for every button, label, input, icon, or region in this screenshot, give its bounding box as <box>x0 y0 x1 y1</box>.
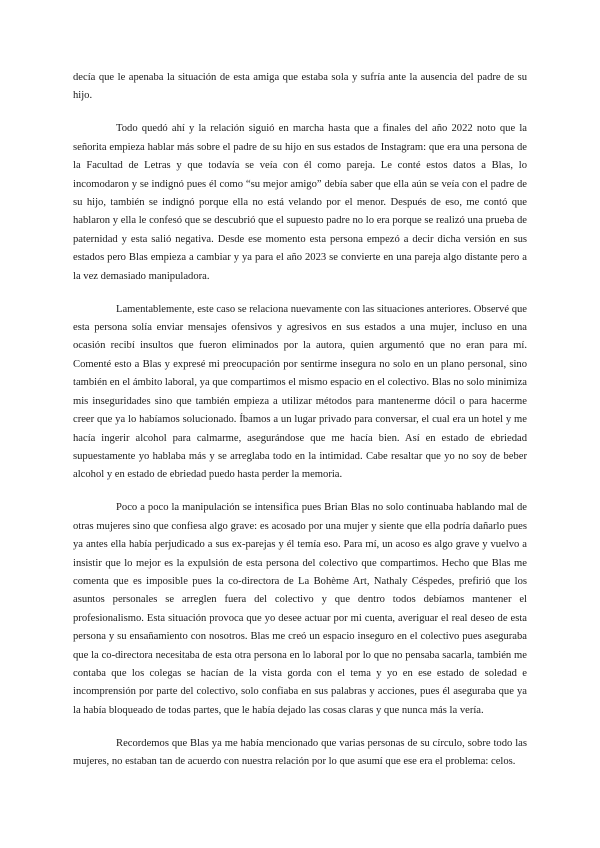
paragraph-1: decía que le apenaba la situación de esta amiga que estaba sola y sufría ante la ausencia del padre de su hijo. <box>73 72 527 102</box>
paragraph-2: Todo quedó ahí y la relación siguió en marcha hasta que a finales del año 2022 noto que la señorita empieza hablar más sobre el padre de su hijo en sus estados de Instagram: que era una persona de la Facultad de Letras y que todavía se veía con él como pareja. Le conté estos datos a Blas, lo incomodaron y se indignó pues él como “su mejor amigo” debía saber que ella aún se veía con el padre de su hijo, también se indignó porque ella no está velando por el menor. Después de eso, me contó que hablaron y ella le confesó que se descubrió que el supuesto padre no lo era porque se realizó una prueba de paternidad y esta salió negativa. Desde ese momento esta persona empezó a decir dicha versión en sus estados pero Blas empieza a cambiar y ya para el año 2023 se convierte en una pareja algo distante pero a la vez demasiado manipuladora. <box>73 123 527 282</box>
paragraph-3: Lamentablemente, este caso se relaciona nuevamente con las situaciones anteriores. Observé que esta persona solía enviar mensajes ofensivos y agresivos en sus estados a una mujer, incluso en una ocasión recibí insultos que fueron eliminados por la autora, quien argumentó que no eran para mí. Comenté esto a Blas y expresé mi preocupación por sentirme insegura no solo en un plano personal, sino también en el ámbito laboral, ya que compartimos el mismo espacio en el colectivo. Blas no solo minimiza mis inseguridades sino que también empieza a utilizar métodos para mantenerme dócil o para hacerme creer que ya lo habíamos solucionado. Íbamos a un lugar privado para conversar, el cual era un hotel y me hacía ingerir alcohol para calmarme, asegurándose que me hacía bien. Así en estado de ebriedad supuestamente yo hablaba más y se arreglaba todo en la intimidad. Cabe resaltar que yo no soy de beber alcohol y en estado de ebriedad puedo hasta perder la memoria. <box>73 303 527 481</box>
paragraph-4: Poco a poco la manipulación se intensifica pues Brian Blas no solo continuaba hablando mal de otras mujeres sino que confiesa algo grave: es acosado por una mujer y siente que ella podría dañarlo pues ya antes ella había perjudicado a sus ex-parejas y él temía eso. Para mí, un acoso es algo grave y vuelvo a insistir que lo mejor es la expulsión de esta persona del colectivo que compartimos. Hecho que Blas me comenta que es imposible pues la co-directora de La Bohème Art, Nathaly Céspedes, prefirió que los asuntos personales se arreglen fuera del colectivo y que dentro todos debíamos mantener el profesionalismo. Esta situación provoca que yo desee actuar por mi cuenta, averiguar el real deseo de esta persona y su ensañamiento con nosotros. Blas me creó un espacio inseguro en el colectivo pues aseguraba que la co-directora necesitaba de esta otra persona en lo laboral por lo que no pensaba sacarla, también me contaba que los colegas se hacían de la vista gorda con el tema y yo en ese estado de soledad e incomprensión por parte del colectivo, solo confiaba en sus palabras y acciones, pues él aseguraba que ya la había bloqueado de todas partes, que le había dejado las cosas claras y que nunca más la vería. <box>73 502 527 716</box>
paragraph-5: Recordemos que Blas ya me había mencionado que varias personas de su círculo, sobre todo las mujeres, no estaban tan de acuerdo con nuestra relación por lo que asumí que ese era el problema: celos. <box>73 737 527 768</box>
body-text <box>73 69 527 786</box>
